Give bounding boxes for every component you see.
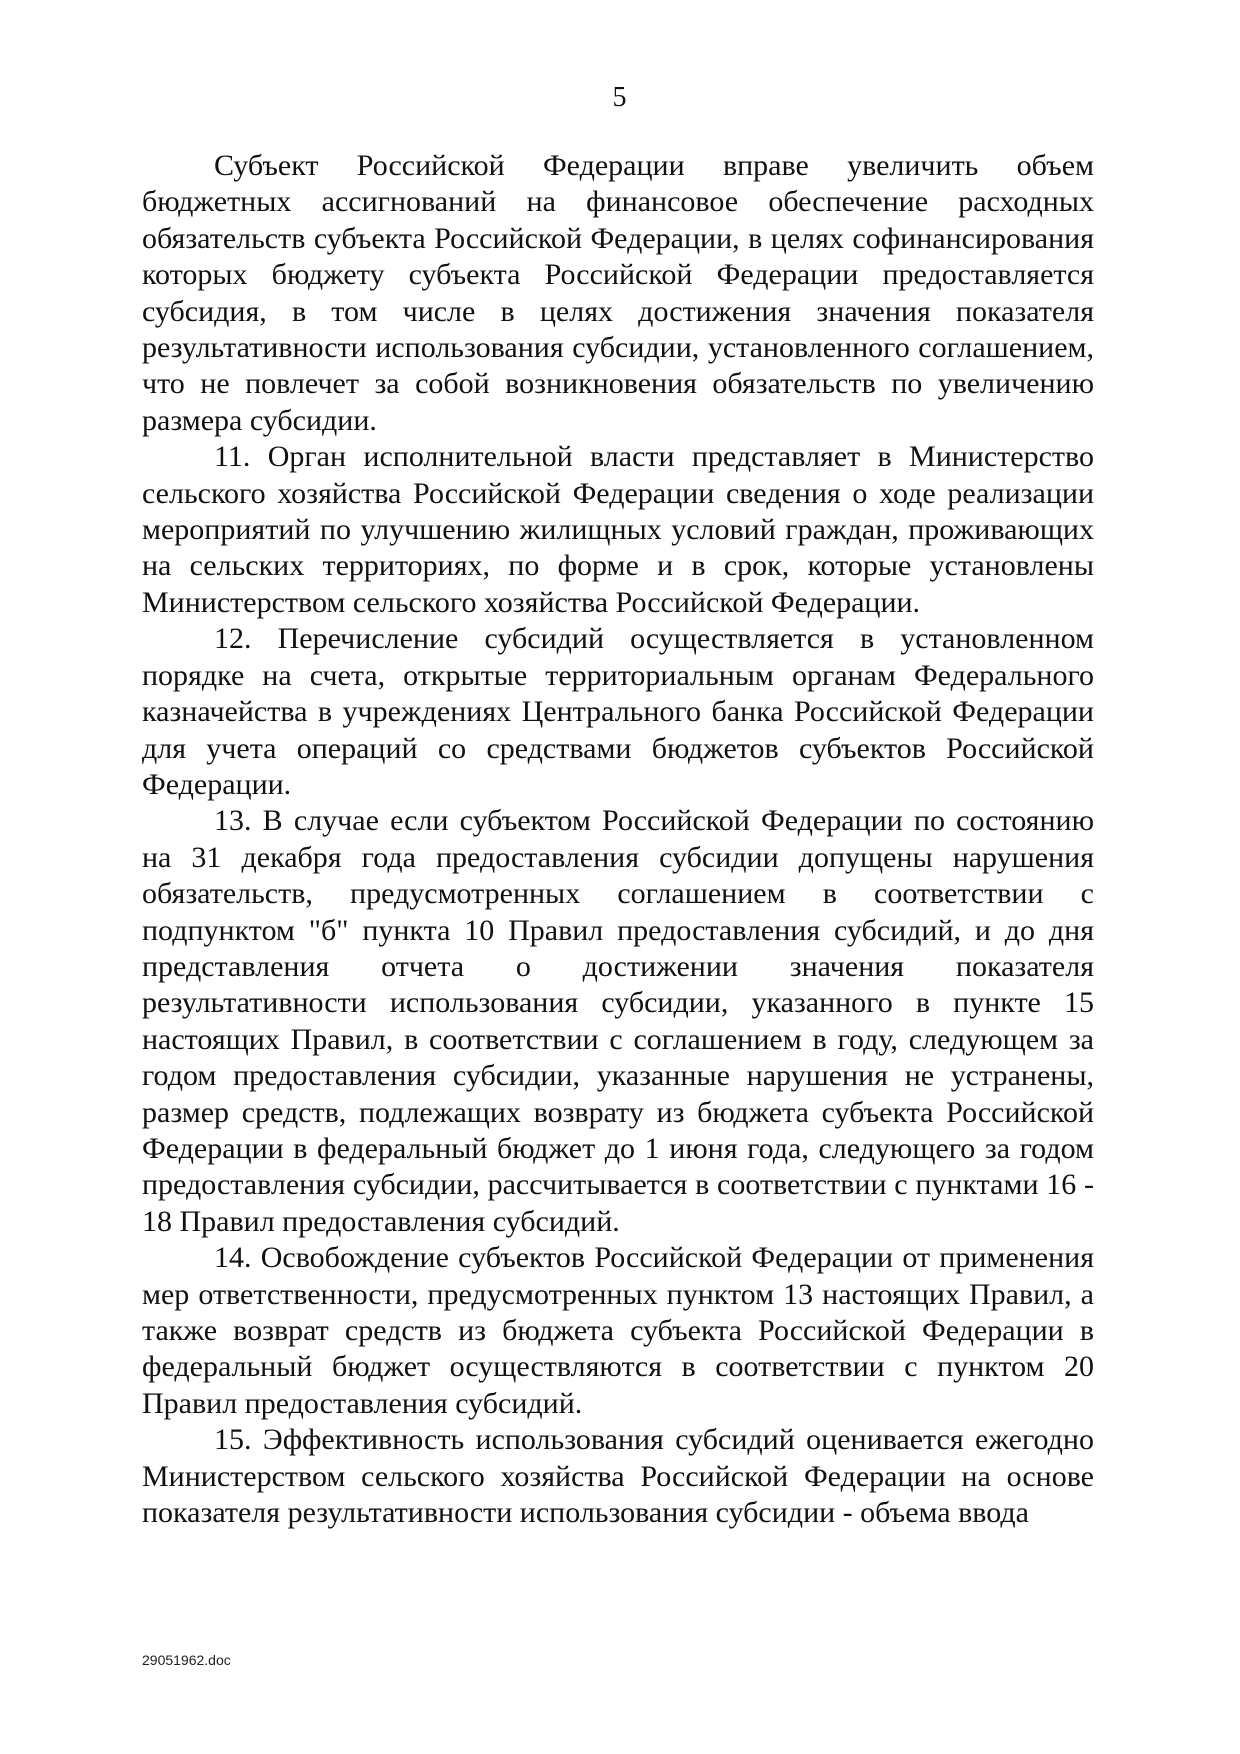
document-body bbox=[142, 148, 1094, 1531]
footer-file-code: 29051962.doc bbox=[142, 1652, 231, 1668]
paragraph-15: 15. Эффективность использования субсидий оценивается ежегодно Министерством сельского хозяйства Российской Федерации на основе показателя результативности использования субсидии - объема ввода bbox=[142, 1423, 1094, 1530]
paragraph-12: 12. Перечисление субсидий осуществляется в установленном порядке на счета, открытые территориальным органам Федерального казначейства в учреждениях Центрального банка Российской Федерации для учета операций со средствами бюджетов субъектов Российской Федерации. bbox=[142, 622, 1094, 801]
paragraph-intro: Субъект Российской Федерации вправе увеличить объем бюджетных ассигнований на финансовое обеспечение расходных обязательств субъекта Российской Федерации, в целях софинансирования которых бюджету субъекта Российской Федерации предоставляется субсидия, в том числе в целях достижения значения показателя результативности использования субсидии, установленного соглашением, что не повлечет за собой возникновения обязательств по увеличению размера субсидии. bbox=[142, 149, 1094, 437]
paragraph-14: 14. Освобождение субъектов Российской Федерации от применения мер ответственности, предусмотренных пунктом 13 настоящих Правил, а также возврат средств из бюджета субъекта Российской Федерации в федеральный бюджет осуществляются в соответствии с пунктом 20 Правил предоставления субсидий. bbox=[142, 1241, 1094, 1420]
paragraph-13: 13. В случае если субъектом Российской Федерации по состоянию на 31 декабря года предоставления субсидии допущены нарушения обязательств, предусмотренных соглашением в соответствии с подпунктом "б" пункта 10 Правил предоставления субсидий, и до дня представления отчета о достижении значения показателя результативности использования субсидии, указанного в пункте 15 настоящих Правил, в соответствии с соглашением в году, следующем за годом предоставления субсидии, указанные нарушения не устранены, размер средств, подлежащих возврату из бюджета субъекта Российской Федерации в федеральный бюджет до 1 июня года, следующего за годом предоставления субсидии, рассчитывается в соответствии с пунктами 16 - 18 Правил предоставления субсидий. bbox=[142, 804, 1094, 1238]
page-number: 5 bbox=[612, 82, 628, 113]
paragraph-11: 11. Орган исполнительной власти представляет в Министерство сельского хозяйства Российской Федерации сведения о ходе реализации мероприятий по улучшению жилищных условий граждан, проживающих на сельских территориях, по форме и в срок, которые установлены Министерством сельского хозяйства Российской Федерации. bbox=[142, 440, 1094, 619]
